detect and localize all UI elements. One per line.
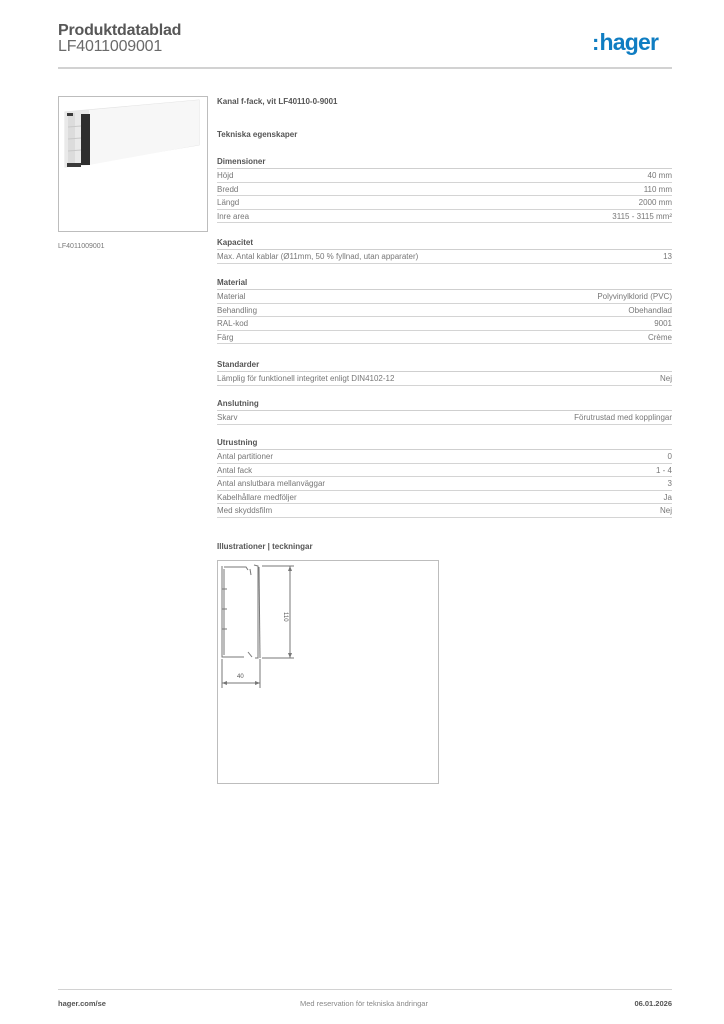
page-title: Produktdatablad	[58, 22, 182, 39]
header-divider	[58, 67, 672, 69]
row-label: Höjd	[217, 171, 234, 180]
row-value: Förutrustad med kopplingar	[574, 413, 672, 422]
section-dimensions	[217, 156, 672, 223]
row-value: 40 mm	[647, 171, 672, 180]
row-label: Behandling	[217, 305, 258, 315]
illustrations-heading: Illustrationer | teckningar	[217, 542, 313, 551]
table-row	[217, 304, 672, 318]
section-title: Standarder	[217, 359, 672, 372]
product-image	[58, 96, 208, 232]
table-row	[217, 169, 672, 183]
row-value: 3	[667, 479, 672, 488]
row-value: 110 mm	[643, 184, 672, 194]
row-value: 2000 mm	[638, 198, 672, 207]
footer-disclaimer: Med reservation för tekniska ändringar	[300, 999, 428, 1008]
row-value: 3115 - 3115 mm²	[612, 211, 672, 221]
row-value: Polyvinylklorid (PVC)	[597, 292, 672, 301]
technical-properties-heading: Tekniska egenskaper	[217, 130, 298, 139]
section-equipment	[217, 437, 672, 518]
product-number: LF4011009001	[58, 38, 163, 55]
section-title: Dimensioner	[217, 156, 672, 169]
footer-date: 06.01.2026	[634, 999, 672, 1008]
section-title: Material	[217, 277, 672, 290]
product-name: Kanal f-fack, vit LF40110-0-9001	[217, 97, 338, 106]
table-row	[217, 331, 672, 345]
row-label: Med skyddsfilm	[217, 506, 273, 515]
table-row	[217, 250, 672, 264]
row-label: Inre area	[217, 211, 250, 221]
row-label: Material	[217, 292, 246, 301]
row-value: 9001	[654, 319, 672, 328]
footer-website-link[interactable]: hager.com/se	[58, 999, 106, 1008]
table-row	[217, 477, 672, 491]
footer-divider	[58, 989, 672, 990]
section-title: Anslutning	[217, 398, 672, 411]
table-row	[217, 290, 672, 304]
row-label: Lämplig för funktionell integritet enligt DIN4102-12	[217, 374, 395, 383]
row-value: Nej	[659, 374, 672, 383]
section-connection	[217, 398, 672, 425]
row-label: RAL-kod	[217, 319, 249, 328]
row-label: Bredd	[217, 184, 239, 194]
logo-colon: :	[592, 30, 599, 55]
row-value: 1 - 4	[655, 465, 672, 475]
table-row	[217, 504, 672, 518]
table-row	[217, 464, 672, 478]
row-label: Antal partitioner	[217, 452, 274, 461]
table-row	[217, 196, 672, 210]
cable-trunking-photo-icon	[59, 97, 207, 231]
row-label: Färg	[217, 332, 234, 342]
row-value: 0	[667, 452, 672, 461]
height-dimension-label: 110	[282, 612, 288, 622]
table-row	[217, 372, 672, 386]
row-label: Max. Antal kablar (Ø11mm, 50 % fyllnad, utan apparater)	[217, 252, 419, 261]
row-label: Antal anslutbara mellanväggar	[217, 479, 326, 488]
row-value: 13	[663, 252, 672, 261]
section-material	[217, 277, 672, 344]
row-value: Ja	[663, 492, 672, 502]
logo-text: hager	[599, 29, 659, 55]
table-row	[217, 183, 672, 197]
table-row	[217, 491, 672, 505]
row-value: Obehandlad	[628, 305, 672, 315]
row-value: Nej	[659, 506, 672, 515]
row-value: Crème	[647, 332, 672, 342]
table-row	[217, 317, 672, 331]
cross-section-drawing-icon	[218, 561, 438, 783]
table-row	[217, 411, 672, 425]
image-caption: LF4011009001	[58, 243, 105, 250]
row-label: Kabelhållare medföljer	[217, 492, 297, 502]
section-title: Utrustning	[217, 437, 672, 450]
table-row	[217, 450, 672, 464]
row-label: Längd	[217, 198, 240, 207]
hager-logo	[592, 29, 658, 56]
row-label: Skarv	[217, 413, 238, 422]
section-capacity	[217, 237, 672, 264]
row-label: Antal fack	[217, 465, 253, 475]
table-row	[217, 210, 672, 224]
section-title: Kapacitet	[217, 237, 672, 250]
technical-drawing	[217, 560, 439, 784]
section-standards	[217, 359, 672, 386]
width-dimension-label: 40	[237, 674, 244, 680]
